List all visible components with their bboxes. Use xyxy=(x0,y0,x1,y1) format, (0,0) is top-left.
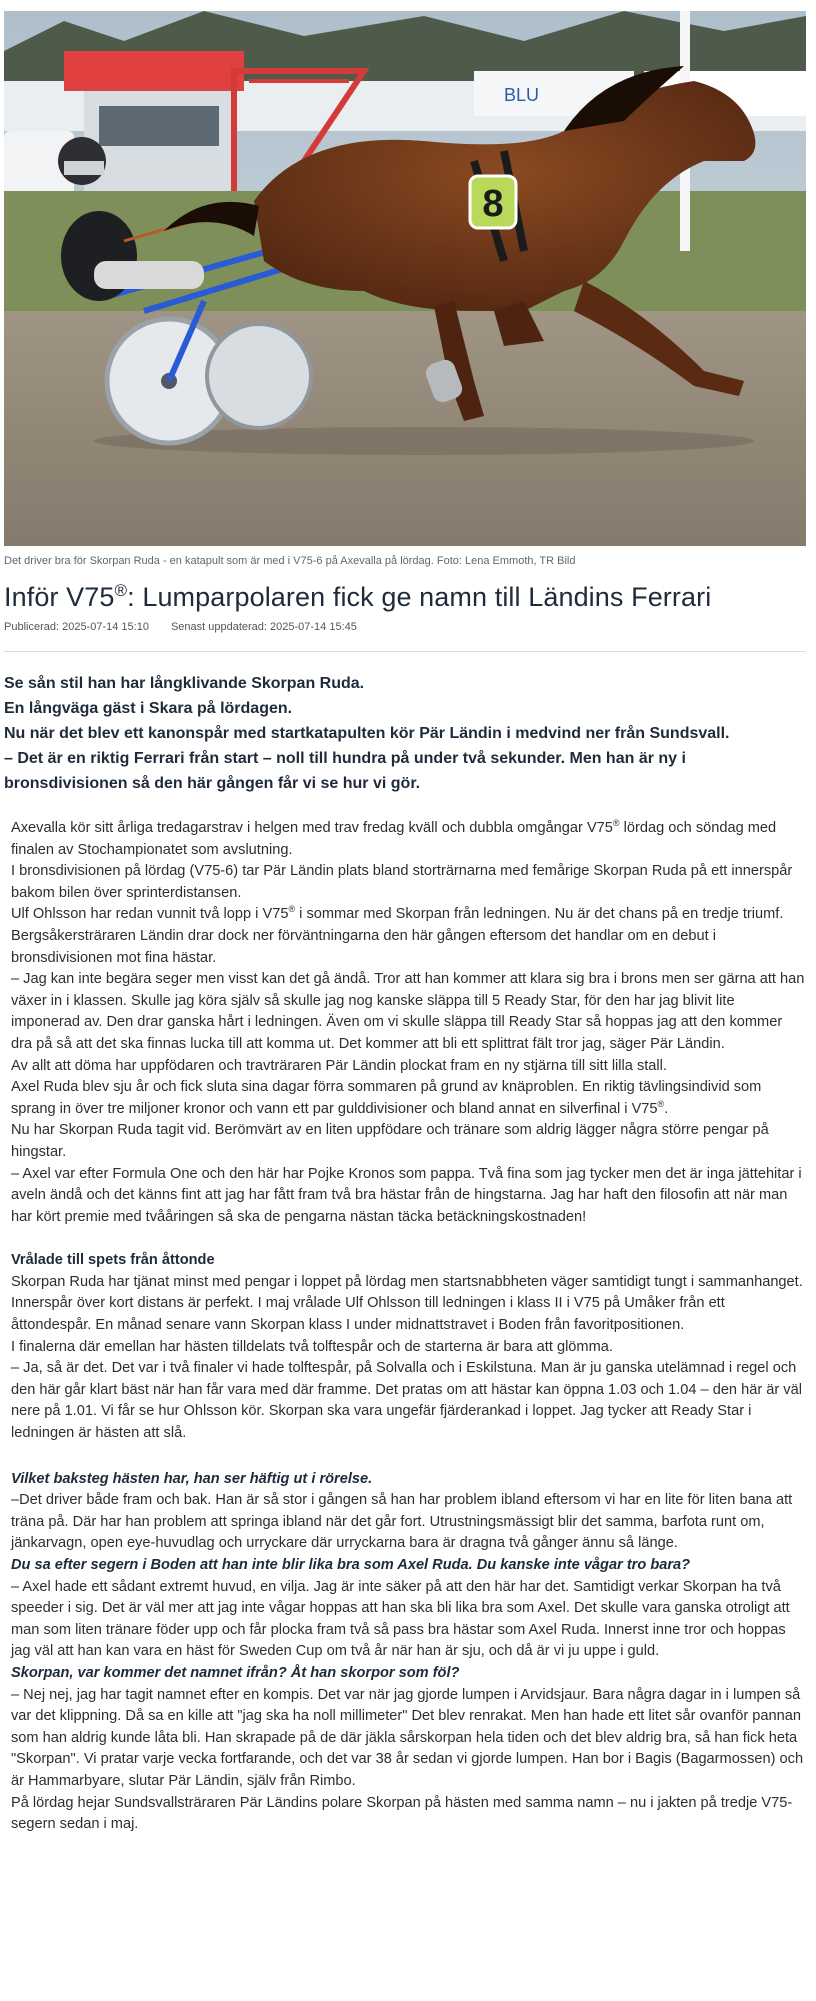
paragraph: I bronsdivisionen på lördag (V75-6) tar Pär Ländin plats bland storträrnarna med femårige Skorpan Ruda på ett innerspår bakom bilen över sprinterdistansen. xyxy=(11,863,793,901)
paragraph: Innerspår över kort distans är perfekt. I maj vrålade Ulf Ohlsson till ledningen i klass II i V75 på Umåker från ett åttondespår. En månad senare vann Skorpan klass I under midnattstravet i Boden från favoritpositionen. xyxy=(11,1295,725,1334)
headline: Inför V75®: Lumparpolaren fick ge namn till Ländins Ferrari xyxy=(4,581,712,612)
article-meta xyxy=(4,621,806,633)
closing-paragraph: På lördag hejar Sundsvallsträraren Pär Ländins polare Skorpan på hästen med samma namn – nu i jakten på tredje V75-segern sedan i maj. xyxy=(11,1794,793,1833)
interview-answer: –Det driver både fram och bak. Han är så stor i gången så han har problem ibland eftersom vi har en lite för liten bana att träna på. Där har han problem att springa ibland när det går fort. Utrustningsmässigt blir det samma, barfota runt om, jänkarvagn, open eye-huvudlag och urryckare där urryckarna bara är dragna två gånger ännu så länge. xyxy=(11,1492,793,1552)
published-date: Publicerad: 2025-07-14 15:10 xyxy=(4,621,149,633)
paragraph: – Ja, så är det. Det var i två finaler vi hade tolftespår, på Solvalla och i Eskilstuna. Man är ju ganska utelämnad i regel och den här går klart bäst när han får vara med där framme. Det pratas om att hästar kan öppna 1.03 och 1.04 – den här är väl nere på 1.01. Vi får se hur Ohlsson kör. Skorpan ska vara ungefär fjärderankad i loppet. Jag tycker att Ready Star i ledningen är hästen att slå. xyxy=(11,1360,802,1442)
lead-line: Se sån stil han har långklivande Skorpan Ruda. xyxy=(4,675,365,692)
paragraph: Ulf Ohlsson har redan vunnit två lopp i V75® i sommar med Skorpan från ledningen. Nu är det chans på en tredje triumf. xyxy=(11,904,784,923)
paragraph: Axel Ruda blev sju år och fick sluta sina dagar förra sommaren på grund av knäproblen. En riktig tävlingsindivid som sprang in över tre miljoner kronor och vann ett par gulddivisioner och bland annat en silverfinal i V75®. xyxy=(11,1079,762,1117)
article-body xyxy=(4,818,806,1228)
svg-text:BLU: BLU xyxy=(504,85,540,105)
section-body xyxy=(4,1272,806,1445)
paragraph: – Jag kan inte begära seger men visst kan det gå ändå. Tror att han kommer att klara sig bra i brons men ser gärna att han växer in i klassen. Skulle jag köra själv så skulle jag nog kanske släppa till 5 Ready Star, för den har jag blivit lite imponerad av. Den drar ganska hårt i ledningen. Även om vi skulle släppa till Ready Star så hoppas jag att den kommer dra på så att det ska finnas lucka till att komma ut. Det kommer att bli ett splittrat fält tror jag, säger Pär Ländin. xyxy=(11,971,805,1052)
paragraph: Bergsåkersträraren Ländin drar dock ner förväntningarna den här gången eftersom det handlar om en debut i bronsdivisionen mot fina hästar. xyxy=(11,927,716,966)
trotting-horse-photo xyxy=(4,11,806,546)
paragraph: Axevalla kör sitt årliga tredagarstrav i helgen med trav fredag kväll och dubbla omgångar V75® lördag och söndag med finalen av Stochampionatet som avslutning. xyxy=(11,818,777,858)
interview-question: Vilket baksteg hästen har, han ser häftig ut i rörelse. xyxy=(11,1470,373,1487)
paragraph: – Axel var efter Formula One och den här har Pojke Kronos som pappa. Två fina som jag tycker men det är inga jättehitar i aveln ändå och det känns fint att jag har fått fram två bra hästar från de hingstarna. Jag har haft den filosofin att när man har kört premie med tvååringen så ska de pengarna nästan täcka betäckningskostnaden! xyxy=(11,1165,802,1225)
interview-answer: – Axel hade ett sådant extremt huvud, en vilja. Jag är inte säker på att den här har det. Samtidigt verkar Skorpan ha två speeder i sig. Det är väl mer att jag inte vågar hoppas att han ska bli lika bra som Axel. Det skulle vara ganska otroligt att man som liten tränare föder upp och får plocka fram två så pass bra hästar som Axel Ruda. Innerst inne tror och hoppas jag väl att han kan vara en häst för Sweden Cup om två år när han är sju, och då är vi ju uppe i guld. xyxy=(11,1578,790,1660)
paragraph: Nu har Skorpan Ruda tagit vid. Berömvärt av en liten uppfödare och tränare som aldrig lägger några större pengar på hingstar. xyxy=(11,1122,769,1160)
bib-number: 8 xyxy=(482,183,504,225)
hero-image xyxy=(4,11,806,546)
interview-question: Du sa efter segern i Boden att han inte blir lika bra som Axel Ruda. Du kanske inte vågar tro bara? xyxy=(11,1557,691,1573)
section-heading: Vrålade till spets från åttonde xyxy=(11,1252,215,1269)
lead-line: Nu när det blev ett kanonspår med startkatapulten kör Pär Ländin i medvind ner från Sundsvall. xyxy=(4,725,730,742)
image-caption: Det driver bra för Skorpan Ruda - en katapult som är med i V75-6 på Axevalla på lördag. Foto: Lena Emmoth, TR Bild xyxy=(4,555,576,567)
interview xyxy=(4,1469,806,1836)
divider xyxy=(4,651,806,652)
interview-answer: – Nej nej, jag har tagit namnet efter en kompis. Det var när jag gjorde lumpen i Arvidsjaur. Bara några dagar in i lumpen så var det klippning. Då sa en kille att "jag ska ha noll millimeter" Det blev renrakat. Men han hade ett litet sår ovanför pannan som han aldrig kunde låta bli. Han skrapade på de där jäkla sårskorpan hela tiden och det blev aldrig bra, så han fick heta "Skorpan". Vi pratar varje vecka fortfarande, och det var 38 år sedan vi gjorde lumpen. Han bor i Bagis (Bagarmossen) och är Hammarbyare, slutar Pär Ländin, själv från Rimbo. xyxy=(11,1686,804,1789)
article xyxy=(4,0,806,1836)
lead-line: – Det är en riktig Ferrari från start – noll till hundra på under två sekunder. Men han är ny i bronsdivisionen så den här gången får vi se hur vi gör. xyxy=(4,750,686,792)
interview-question: Skorpan, var kommer det namnet ifrån? Åt han skorpor som föl? xyxy=(11,1664,460,1681)
paragraph: I finalerna där emellan har hästen tilldelats två tolftespår och de starterna är bara att glömma. xyxy=(11,1338,613,1355)
updated-date: Senast uppdaterad: 2025-07-14 15:45 xyxy=(170,621,357,633)
lead-line: En långväga gäst i Skara på lördagen. xyxy=(4,700,293,717)
paragraph: Skorpan Ruda har tjänat minst med pengar i loppet på lördag men startsnabbheten väger samtidigt tungt i sammanhanget. xyxy=(11,1273,803,1290)
paragraph: Av allt att döma har uppfödaren och travträraren Pär Ländin plockat fram en ny stjärna till sitt lilla stall. xyxy=(11,1057,667,1074)
article-lead xyxy=(4,671,806,796)
